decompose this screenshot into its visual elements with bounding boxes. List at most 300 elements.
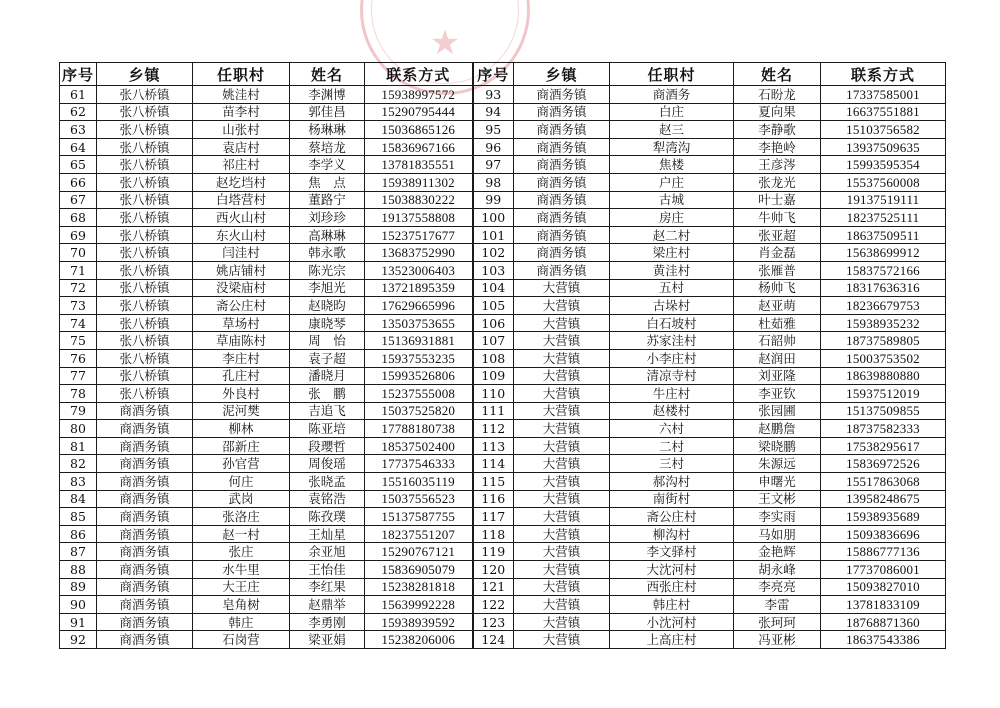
township-cell: 商酒务镇 bbox=[97, 508, 193, 526]
header-cell: 乡镇 bbox=[97, 63, 193, 86]
person-name-cell: 李旭光 bbox=[290, 279, 365, 297]
row-number-cell: 98 bbox=[473, 173, 514, 191]
phone-number-cell: 13958248675 bbox=[821, 490, 946, 508]
village-cell: 韩庄村 bbox=[610, 596, 734, 614]
village-cell: 李文驿村 bbox=[610, 543, 734, 561]
person-name-cell: 李亚钦 bbox=[734, 385, 821, 403]
table-row bbox=[60, 138, 946, 156]
phone-number-cell: 18637509511 bbox=[821, 226, 946, 244]
village-cell: 梁庄村 bbox=[610, 244, 734, 262]
person-name-cell: 张雁普 bbox=[734, 261, 821, 279]
row-number-cell: 74 bbox=[60, 314, 97, 332]
table-row bbox=[60, 631, 946, 649]
row-number-cell: 111 bbox=[473, 402, 514, 420]
phone-number-cell: 15290795444 bbox=[365, 103, 473, 121]
person-name-cell: 冯亚彬 bbox=[734, 631, 821, 649]
village-cell: 柳林 bbox=[193, 420, 290, 438]
row-number-cell: 65 bbox=[60, 156, 97, 174]
phone-number-cell: 13937509635 bbox=[821, 138, 946, 156]
township-cell: 大营镇 bbox=[514, 525, 610, 543]
row-number-cell: 76 bbox=[60, 349, 97, 367]
township-cell: 商酒务镇 bbox=[97, 490, 193, 508]
person-name-cell: 袁铭浩 bbox=[290, 490, 365, 508]
phone-number-cell: 15093836696 bbox=[821, 525, 946, 543]
row-number-cell: 109 bbox=[473, 367, 514, 385]
person-name-cell: 梁亚娟 bbox=[290, 631, 365, 649]
village-cell: 袁店村 bbox=[193, 138, 290, 156]
village-cell: 石岗营 bbox=[193, 631, 290, 649]
table-row bbox=[60, 297, 946, 315]
row-number-cell: 81 bbox=[60, 437, 97, 455]
row-number-cell: 66 bbox=[60, 173, 97, 191]
person-name-cell: 杨琳琳 bbox=[290, 121, 365, 139]
village-cell: 赵三 bbox=[610, 121, 734, 139]
township-cell: 张八桥镇 bbox=[97, 173, 193, 191]
row-number-cell: 104 bbox=[473, 279, 514, 297]
row-number-cell: 75 bbox=[60, 332, 97, 350]
phone-number-cell: 17337585001 bbox=[821, 86, 946, 104]
phone-number-cell: 18237525111 bbox=[821, 209, 946, 227]
row-number-cell: 88 bbox=[60, 561, 97, 579]
phone-number-cell: 15003753502 bbox=[821, 349, 946, 367]
table-row bbox=[60, 420, 946, 438]
table-row bbox=[60, 349, 946, 367]
phone-number-cell: 15103756582 bbox=[821, 121, 946, 139]
phone-number-cell: 18537502400 bbox=[365, 437, 473, 455]
phone-number-cell: 15516035119 bbox=[365, 473, 473, 491]
phone-number-cell: 15836972526 bbox=[821, 455, 946, 473]
person-name-cell: 李学义 bbox=[290, 156, 365, 174]
phone-number-cell: 15937512019 bbox=[821, 385, 946, 403]
phone-number-cell: 13683752990 bbox=[365, 244, 473, 262]
row-number-cell: 116 bbox=[473, 490, 514, 508]
person-name-cell: 申曙光 bbox=[734, 473, 821, 491]
row-number-cell: 80 bbox=[60, 420, 97, 438]
person-name-cell: 周俊瑶 bbox=[290, 455, 365, 473]
row-number-cell: 93 bbox=[473, 86, 514, 104]
township-cell: 大营镇 bbox=[514, 596, 610, 614]
person-name-cell: 石盼龙 bbox=[734, 86, 821, 104]
village-cell: 大王庄 bbox=[193, 578, 290, 596]
row-number-cell: 115 bbox=[473, 473, 514, 491]
village-cell: 姚洼村 bbox=[193, 86, 290, 104]
person-name-cell: 段瓔哲 bbox=[290, 437, 365, 455]
row-number-cell: 85 bbox=[60, 508, 97, 526]
row-number-cell: 112 bbox=[473, 420, 514, 438]
phone-number-cell: 15938939592 bbox=[365, 613, 473, 631]
row-number-cell: 124 bbox=[473, 631, 514, 649]
row-number-cell: 95 bbox=[473, 121, 514, 139]
person-name-cell: 韩永歌 bbox=[290, 244, 365, 262]
village-cell: 皂角树 bbox=[193, 596, 290, 614]
phone-number-cell: 17629665996 bbox=[365, 297, 473, 315]
table-row bbox=[60, 525, 946, 543]
table-row bbox=[60, 613, 946, 631]
village-cell: 白塔营村 bbox=[193, 191, 290, 209]
person-name-cell: 梁晓鹏 bbox=[734, 437, 821, 455]
village-cell: 白石坡村 bbox=[610, 314, 734, 332]
village-cell: 何庄 bbox=[193, 473, 290, 491]
row-number-cell: 77 bbox=[60, 367, 97, 385]
row-number-cell: 101 bbox=[473, 226, 514, 244]
township-cell: 商酒务镇 bbox=[97, 543, 193, 561]
person-name-cell: 赵鹏詹 bbox=[734, 420, 821, 438]
phone-number-cell: 15037525820 bbox=[365, 402, 473, 420]
header-cell: 姓名 bbox=[290, 63, 365, 86]
township-cell: 商酒务镇 bbox=[514, 103, 610, 121]
phone-number-cell: 18317636316 bbox=[821, 279, 946, 297]
row-number-cell: 83 bbox=[60, 473, 97, 491]
village-cell: 草庙陈村 bbox=[193, 332, 290, 350]
township-cell: 大营镇 bbox=[514, 420, 610, 438]
row-number-cell: 105 bbox=[473, 297, 514, 315]
row-number-cell: 99 bbox=[473, 191, 514, 209]
row-number-cell: 63 bbox=[60, 121, 97, 139]
table-row bbox=[60, 455, 946, 473]
row-number-cell: 79 bbox=[60, 402, 97, 420]
township-cell: 张八桥镇 bbox=[97, 121, 193, 139]
person-name-cell: 王文彬 bbox=[734, 490, 821, 508]
village-cell: 姚店铺村 bbox=[193, 261, 290, 279]
header-cell: 姓名 bbox=[734, 63, 821, 86]
village-cell: 小李庄村 bbox=[610, 349, 734, 367]
township-cell: 商酒务镇 bbox=[97, 420, 193, 438]
phone-number-cell: 15237555008 bbox=[365, 385, 473, 403]
phone-number-cell: 15938911302 bbox=[365, 173, 473, 191]
phone-number-cell: 15238206006 bbox=[365, 631, 473, 649]
village-cell: 二村 bbox=[610, 437, 734, 455]
person-name-cell: 李艳岭 bbox=[734, 138, 821, 156]
township-cell: 大营镇 bbox=[514, 613, 610, 631]
table-row bbox=[60, 191, 946, 209]
person-name-cell: 李红果 bbox=[290, 578, 365, 596]
phone-number-cell: 15036865126 bbox=[365, 121, 473, 139]
row-number-cell: 106 bbox=[473, 314, 514, 332]
village-cell: 没梁庙村 bbox=[193, 279, 290, 297]
township-cell: 商酒务镇 bbox=[97, 437, 193, 455]
table-row bbox=[60, 561, 946, 579]
township-cell: 商酒务镇 bbox=[97, 631, 193, 649]
row-number-cell: 117 bbox=[473, 508, 514, 526]
phone-number-cell: 18737582333 bbox=[821, 420, 946, 438]
row-number-cell: 108 bbox=[473, 349, 514, 367]
row-number-cell: 91 bbox=[60, 613, 97, 631]
township-cell: 张八桥镇 bbox=[97, 156, 193, 174]
township-cell: 商酒务镇 bbox=[97, 525, 193, 543]
township-cell: 张八桥镇 bbox=[97, 191, 193, 209]
township-cell: 大营镇 bbox=[514, 367, 610, 385]
row-number-cell: 86 bbox=[60, 525, 97, 543]
village-cell: 上高庄村 bbox=[610, 631, 734, 649]
person-name-cell: 王怡佳 bbox=[290, 561, 365, 579]
table-row bbox=[60, 279, 946, 297]
township-cell: 商酒务镇 bbox=[97, 455, 193, 473]
village-cell: 西张庄村 bbox=[610, 578, 734, 596]
phone-number-cell: 15638699912 bbox=[821, 244, 946, 262]
row-number-cell: 72 bbox=[60, 279, 97, 297]
township-cell: 张八桥镇 bbox=[97, 244, 193, 262]
phone-number-cell: 16637551881 bbox=[821, 103, 946, 121]
phone-number-cell: 18637543386 bbox=[821, 631, 946, 649]
phone-number-cell: 17538295617 bbox=[821, 437, 946, 455]
row-number-cell: 110 bbox=[473, 385, 514, 403]
township-cell: 商酒务镇 bbox=[97, 578, 193, 596]
township-cell: 大营镇 bbox=[514, 631, 610, 649]
township-cell: 张八桥镇 bbox=[97, 332, 193, 350]
table-row bbox=[60, 543, 946, 561]
township-cell: 大营镇 bbox=[514, 332, 610, 350]
phone-number-cell: 13781833109 bbox=[821, 596, 946, 614]
township-cell: 大营镇 bbox=[514, 437, 610, 455]
person-name-cell: 赵亚萌 bbox=[734, 297, 821, 315]
village-cell: 外良村 bbox=[193, 385, 290, 403]
table-row bbox=[60, 103, 946, 121]
person-name-cell: 张珂珂 bbox=[734, 613, 821, 631]
phone-number-cell: 13721895359 bbox=[365, 279, 473, 297]
table-row bbox=[60, 385, 946, 403]
row-number-cell: 119 bbox=[473, 543, 514, 561]
phone-number-cell: 15093827010 bbox=[821, 578, 946, 596]
phone-number-cell: 15993526806 bbox=[365, 367, 473, 385]
township-cell: 商酒务镇 bbox=[514, 138, 610, 156]
row-number-cell: 103 bbox=[473, 261, 514, 279]
person-name-cell: 余亚旭 bbox=[290, 543, 365, 561]
township-cell: 张八桥镇 bbox=[97, 367, 193, 385]
township-cell: 大营镇 bbox=[514, 490, 610, 508]
person-name-cell: 张 鹏 bbox=[290, 385, 365, 403]
township-cell: 商酒务镇 bbox=[514, 86, 610, 104]
village-cell: 斋公庄村 bbox=[610, 508, 734, 526]
person-name-cell: 张亚超 bbox=[734, 226, 821, 244]
phone-number-cell: 17788180738 bbox=[365, 420, 473, 438]
village-cell: 清凉寺村 bbox=[610, 367, 734, 385]
person-name-cell: 肖金磊 bbox=[734, 244, 821, 262]
row-number-cell: 69 bbox=[60, 226, 97, 244]
table-row bbox=[60, 596, 946, 614]
township-cell: 商酒务镇 bbox=[97, 402, 193, 420]
phone-number-cell: 15136931881 bbox=[365, 332, 473, 350]
phone-number-cell: 13503753655 bbox=[365, 314, 473, 332]
person-name-cell: 王彦涔 bbox=[734, 156, 821, 174]
table-row bbox=[60, 367, 946, 385]
header-cell: 任职村 bbox=[610, 63, 734, 86]
phone-number-cell: 18737589805 bbox=[821, 332, 946, 350]
row-number-cell: 120 bbox=[473, 561, 514, 579]
phone-number-cell: 18768871360 bbox=[821, 613, 946, 631]
row-number-cell: 71 bbox=[60, 261, 97, 279]
village-cell: 孔庄村 bbox=[193, 367, 290, 385]
row-number-cell: 68 bbox=[60, 209, 97, 227]
phone-number-cell: 18237551207 bbox=[365, 525, 473, 543]
village-cell: 赵圪垱村 bbox=[193, 173, 290, 191]
village-cell: 柳沟村 bbox=[610, 525, 734, 543]
person-name-cell: 董路宁 bbox=[290, 191, 365, 209]
village-cell: 泥河樊 bbox=[193, 402, 290, 420]
township-cell: 张八桥镇 bbox=[97, 314, 193, 332]
person-name-cell: 蔡培龙 bbox=[290, 138, 365, 156]
phone-number-cell: 15837572166 bbox=[821, 261, 946, 279]
row-number-cell: 102 bbox=[473, 244, 514, 262]
person-name-cell: 刘亚隆 bbox=[734, 367, 821, 385]
phone-number-cell: 15038830222 bbox=[365, 191, 473, 209]
person-name-cell: 夏向果 bbox=[734, 103, 821, 121]
phone-number-cell: 15639992228 bbox=[365, 596, 473, 614]
village-cell: 焦楼 bbox=[610, 156, 734, 174]
village-cell: 南街村 bbox=[610, 490, 734, 508]
village-cell: 苏家洼村 bbox=[610, 332, 734, 350]
township-cell: 大营镇 bbox=[514, 543, 610, 561]
table-row bbox=[60, 121, 946, 139]
phone-number-cell: 18236679753 bbox=[821, 297, 946, 315]
person-name-cell: 朱源远 bbox=[734, 455, 821, 473]
row-number-cell: 107 bbox=[473, 332, 514, 350]
row-number-cell: 87 bbox=[60, 543, 97, 561]
phone-number-cell: 15938935232 bbox=[821, 314, 946, 332]
township-cell: 大营镇 bbox=[514, 385, 610, 403]
person-name-cell: 李亮亮 bbox=[734, 578, 821, 596]
person-name-cell: 石韶帅 bbox=[734, 332, 821, 350]
person-name-cell: 赵鼎举 bbox=[290, 596, 365, 614]
township-cell: 张八桥镇 bbox=[97, 86, 193, 104]
table-row bbox=[60, 226, 946, 244]
village-cell: 古城 bbox=[610, 191, 734, 209]
person-name-cell: 杨帅飞 bbox=[734, 279, 821, 297]
village-cell: 三村 bbox=[610, 455, 734, 473]
village-cell: 赵二村 bbox=[610, 226, 734, 244]
phone-number-cell: 15938935689 bbox=[821, 508, 946, 526]
township-cell: 商酒务镇 bbox=[514, 173, 610, 191]
person-name-cell: 焦 点 bbox=[290, 173, 365, 191]
staff-contact-table bbox=[59, 62, 946, 649]
table-row bbox=[60, 508, 946, 526]
phone-number-cell: 19137519111 bbox=[821, 191, 946, 209]
person-name-cell: 康晓琴 bbox=[290, 314, 365, 332]
village-cell: 房庄 bbox=[610, 209, 734, 227]
township-cell: 商酒务镇 bbox=[514, 121, 610, 139]
village-cell: 古垛村 bbox=[610, 297, 734, 315]
person-name-cell: 李雷 bbox=[734, 596, 821, 614]
table-row bbox=[60, 473, 946, 491]
phone-number-cell: 17737086001 bbox=[821, 561, 946, 579]
row-number-cell: 64 bbox=[60, 138, 97, 156]
township-cell: 张八桥镇 bbox=[97, 297, 193, 315]
township-cell: 商酒务镇 bbox=[514, 244, 610, 262]
phone-number-cell: 15937553235 bbox=[365, 349, 473, 367]
person-name-cell: 李实雨 bbox=[734, 508, 821, 526]
township-cell: 张八桥镇 bbox=[97, 103, 193, 121]
phone-number-cell: 13781835551 bbox=[365, 156, 473, 174]
row-number-cell: 122 bbox=[473, 596, 514, 614]
row-number-cell: 96 bbox=[473, 138, 514, 156]
header-cell: 序号 bbox=[60, 63, 97, 86]
village-cell: 东火山村 bbox=[193, 226, 290, 244]
phone-number-cell: 15836967166 bbox=[365, 138, 473, 156]
header-cell: 联系方式 bbox=[365, 63, 473, 86]
person-name-cell: 李勇刚 bbox=[290, 613, 365, 631]
village-cell: 水牛里 bbox=[193, 561, 290, 579]
village-cell: 韩庄 bbox=[193, 613, 290, 631]
village-cell: 斋公庄村 bbox=[193, 297, 290, 315]
village-cell: 犁湾沟 bbox=[610, 138, 734, 156]
township-cell: 张八桥镇 bbox=[97, 279, 193, 297]
township-cell: 大营镇 bbox=[514, 455, 610, 473]
village-cell: 牛庄村 bbox=[610, 385, 734, 403]
header-cell: 任职村 bbox=[193, 63, 290, 86]
phone-number-cell: 15886777136 bbox=[821, 543, 946, 561]
row-number-cell: 70 bbox=[60, 244, 97, 262]
table-body bbox=[60, 86, 946, 649]
seal-star-icon: ★ bbox=[429, 23, 461, 63]
person-name-cell: 马如朋 bbox=[734, 525, 821, 543]
township-cell: 大营镇 bbox=[514, 297, 610, 315]
person-name-cell: 潘晓月 bbox=[290, 367, 365, 385]
township-cell: 商酒务镇 bbox=[514, 261, 610, 279]
person-name-cell: 杜茹雅 bbox=[734, 314, 821, 332]
village-cell: 黄洼村 bbox=[610, 261, 734, 279]
table-row bbox=[60, 402, 946, 420]
township-cell: 大营镇 bbox=[514, 314, 610, 332]
village-cell: 张洛庄 bbox=[193, 508, 290, 526]
person-name-cell: 陈光宗 bbox=[290, 261, 365, 279]
person-name-cell: 张园圃 bbox=[734, 402, 821, 420]
table-row bbox=[60, 173, 946, 191]
row-number-cell: 113 bbox=[473, 437, 514, 455]
header-cell: 序号 bbox=[473, 63, 514, 86]
village-cell: 武岗 bbox=[193, 490, 290, 508]
person-name-cell: 周 怡 bbox=[290, 332, 365, 350]
person-name-cell: 李渊博 bbox=[290, 86, 365, 104]
person-name-cell: 胡永峰 bbox=[734, 561, 821, 579]
township-cell: 张八桥镇 bbox=[97, 349, 193, 367]
person-name-cell: 刘珍珍 bbox=[290, 209, 365, 227]
row-number-cell: 84 bbox=[60, 490, 97, 508]
row-number-cell: 92 bbox=[60, 631, 97, 649]
row-number-cell: 67 bbox=[60, 191, 97, 209]
phone-number-cell: 15993595354 bbox=[821, 156, 946, 174]
township-cell: 商酒务镇 bbox=[514, 156, 610, 174]
township-cell: 大营镇 bbox=[514, 349, 610, 367]
phone-number-cell: 15290767121 bbox=[365, 543, 473, 561]
table-row bbox=[60, 437, 946, 455]
phone-number-cell: 18639880880 bbox=[821, 367, 946, 385]
township-cell: 张八桥镇 bbox=[97, 261, 193, 279]
person-name-cell: 王灿星 bbox=[290, 525, 365, 543]
village-cell: 赵一村 bbox=[193, 525, 290, 543]
person-name-cell: 袁子超 bbox=[290, 349, 365, 367]
township-cell: 大营镇 bbox=[514, 508, 610, 526]
phone-number-cell: 17737546333 bbox=[365, 455, 473, 473]
township-cell: 商酒务镇 bbox=[514, 191, 610, 209]
phone-number-cell: 15137587755 bbox=[365, 508, 473, 526]
table-row bbox=[60, 209, 946, 227]
village-cell: 赵楼村 bbox=[610, 402, 734, 420]
person-name-cell: 金艳辉 bbox=[734, 543, 821, 561]
township-cell: 大营镇 bbox=[514, 578, 610, 596]
table-header-row bbox=[60, 63, 946, 86]
person-name-cell: 张龙光 bbox=[734, 173, 821, 191]
township-cell: 张八桥镇 bbox=[97, 209, 193, 227]
table-row bbox=[60, 244, 946, 262]
village-cell: 白庄 bbox=[610, 103, 734, 121]
phone-number-cell: 15037556523 bbox=[365, 490, 473, 508]
row-number-cell: 118 bbox=[473, 525, 514, 543]
person-name-cell: 李静歌 bbox=[734, 121, 821, 139]
table-row bbox=[60, 261, 946, 279]
person-name-cell: 张晓孟 bbox=[290, 473, 365, 491]
township-cell: 张八桥镇 bbox=[97, 138, 193, 156]
row-number-cell: 73 bbox=[60, 297, 97, 315]
township-cell: 张八桥镇 bbox=[97, 226, 193, 244]
